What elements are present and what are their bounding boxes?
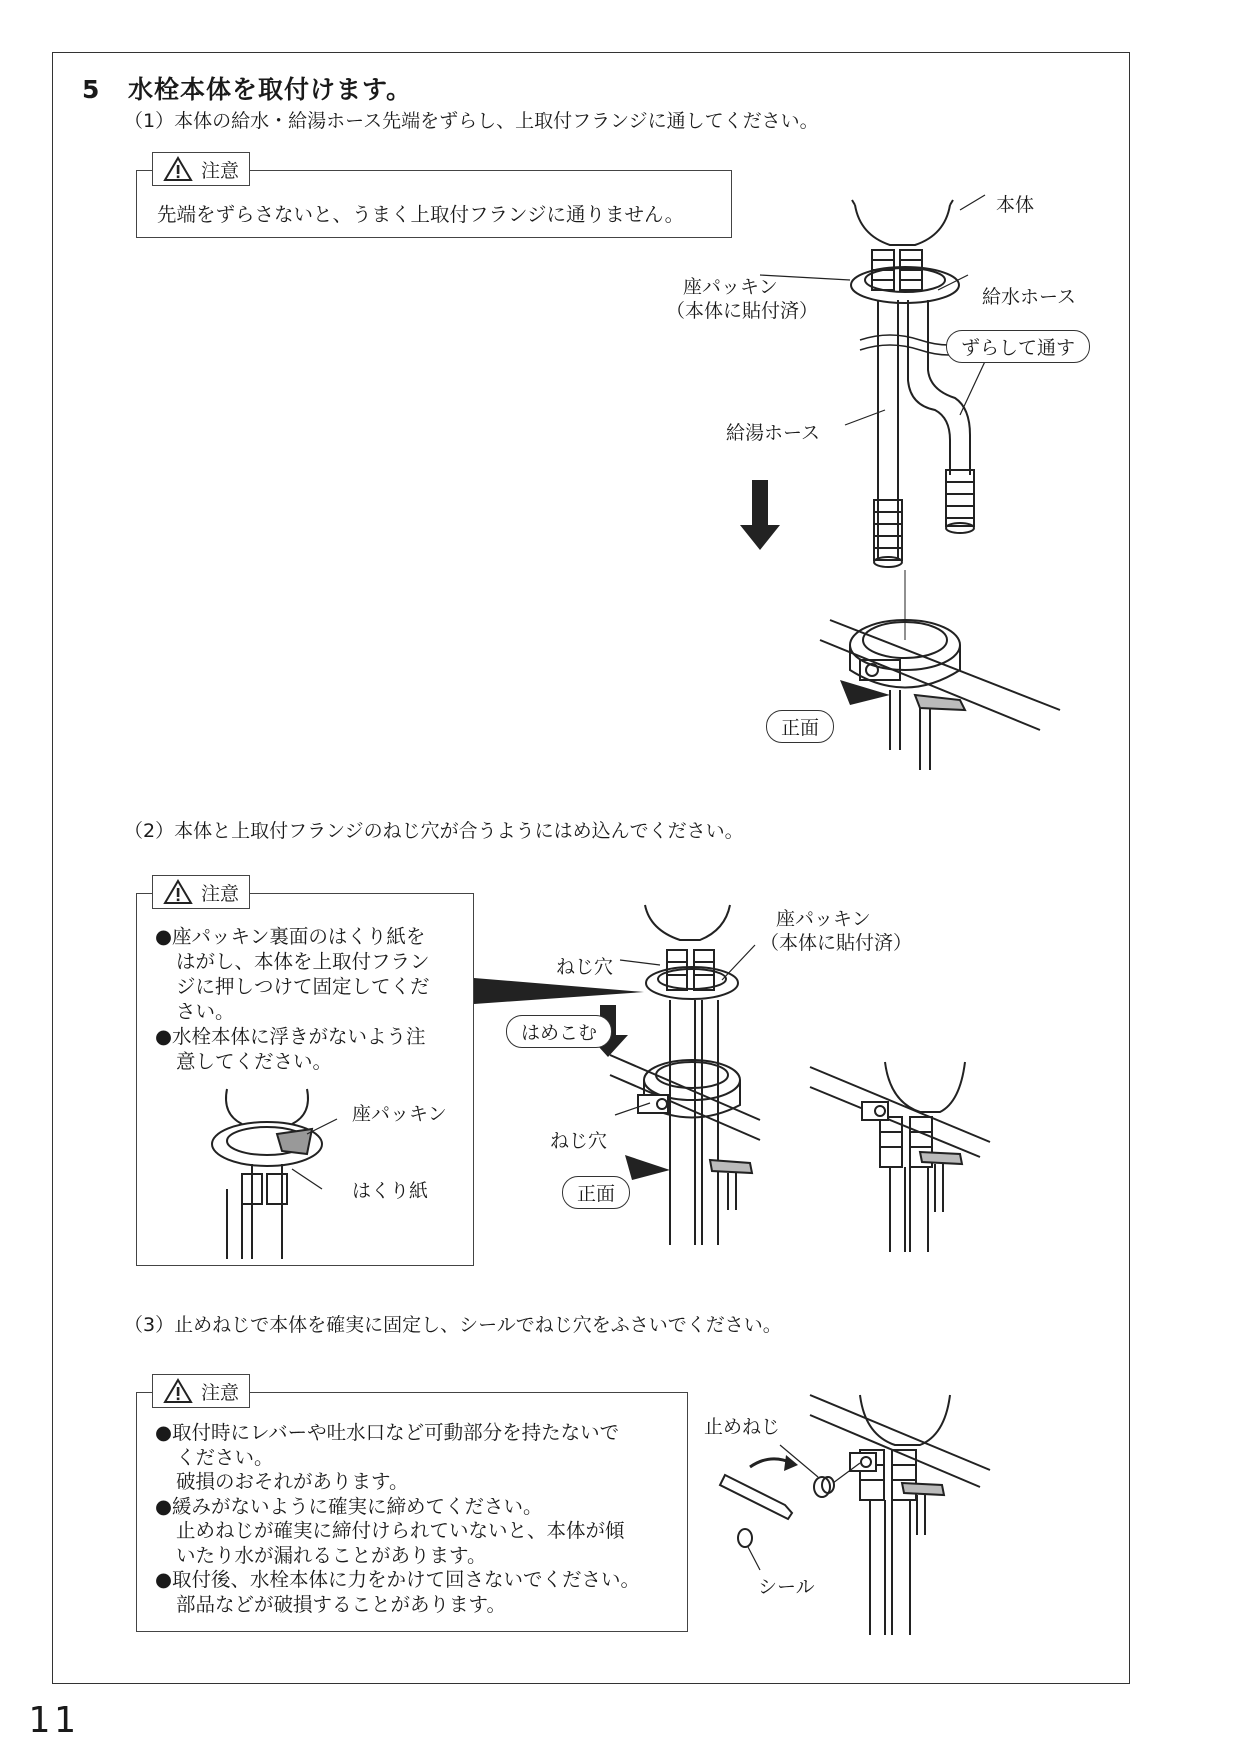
label-screw-hole-bottom: ねじ穴 bbox=[550, 1130, 608, 1152]
caution-line: ●座パッキン裏面のはくり紙を bbox=[155, 925, 426, 948]
caution-label: 注意 bbox=[201, 1381, 240, 1404]
step1-caution-text: 先端をずらさないと、うまく上取付フランジに通りません。 bbox=[157, 203, 685, 226]
caution-line: ●取付時にレバーや吐水口など可動部分を持たないで bbox=[155, 1421, 620, 1444]
step1-text: （1）本体の給水・給湯ホース先端をずらし、上取付フランジに通してください。 bbox=[124, 110, 819, 132]
label-seat-packing-2: 座パッキン bbox=[776, 908, 871, 930]
step2-caution-text bbox=[155, 924, 430, 1074]
label-front-2: 正面 bbox=[562, 1176, 630, 1209]
caution-line: はがし、本体を上取付フラン bbox=[176, 950, 430, 973]
section-number: 5 bbox=[82, 75, 101, 104]
caution-line: さい。 bbox=[176, 1000, 235, 1023]
label-set-screw: 止めねじ bbox=[704, 1416, 781, 1438]
label-seat-packing-note: （本体に貼付済） bbox=[666, 300, 819, 322]
caution-line: ●取付後、水栓本体に力をかけて回さないでください。 bbox=[155, 1568, 641, 1591]
caution-line: 止めねじが確実に締付けられていないと、本体が傾 bbox=[176, 1519, 625, 1542]
label-fit-in: はめこむ bbox=[506, 1015, 612, 1048]
step2-text: （2）本体と上取付フランジのねじ穴が合うようにはめ込んでください。 bbox=[124, 820, 744, 842]
label-body: 本体 bbox=[996, 194, 1035, 216]
step2-caution-tag bbox=[152, 875, 250, 909]
step3-caution-tag bbox=[152, 1374, 250, 1408]
inset-label-release-paper: はくり紙 bbox=[352, 1180, 429, 1202]
caution-line: ください。 bbox=[176, 1445, 274, 1469]
caution-line: ●緩みがないように確実に締めてください。 bbox=[155, 1494, 543, 1518]
label-front: 正面 bbox=[766, 710, 834, 743]
caution-line: ジに押しつけて固定してくだ bbox=[176, 975, 430, 998]
step2-caution-box bbox=[136, 893, 474, 1266]
step1-illustration bbox=[760, 190, 1090, 770]
caution-line: ●水栓本体に浮きがないよう注 bbox=[155, 1025, 426, 1048]
step2-illustration-a bbox=[610, 905, 760, 1245]
inset-packing-illustration bbox=[197, 1089, 367, 1259]
step2-illustration-b bbox=[810, 1062, 990, 1252]
page-number: 11 bbox=[28, 1700, 80, 1741]
step1-caution-tag bbox=[152, 152, 250, 186]
label-hot-hose: 給湯ホース bbox=[726, 422, 821, 444]
caution-line: 部品などが破損することがあります。 bbox=[176, 1592, 506, 1616]
caution-line: いたり水が漏れることがあります。 bbox=[176, 1543, 487, 1567]
inset-label-seat-packing: 座パッキン bbox=[352, 1103, 447, 1125]
label-seal: シール bbox=[758, 1576, 815, 1598]
section-heading bbox=[82, 70, 412, 106]
label-screw-hole-top: ねじ穴 bbox=[556, 956, 614, 978]
label-supply-hose: 給水ホース bbox=[982, 286, 1077, 308]
warning-icon bbox=[163, 156, 193, 182]
caution-line: 意してください。 bbox=[176, 1050, 333, 1073]
label-shift-through: ずらして通す bbox=[946, 330, 1090, 363]
warning-icon bbox=[163, 1378, 193, 1404]
caution-label: 注意 bbox=[201, 159, 240, 182]
caution-label: 注意 bbox=[201, 882, 240, 905]
label-seat-packing: 座パッキン bbox=[683, 276, 778, 298]
warning-icon bbox=[163, 879, 193, 905]
step3-text: （3）止めねじで本体を確実に固定し、シールでねじ穴をふさいでください。 bbox=[124, 1314, 782, 1336]
label-seat-packing-note-2: （本体に貼付済） bbox=[760, 932, 913, 954]
step3-caution-text bbox=[155, 1421, 640, 1617]
caution-line: 破損のおそれがあります。 bbox=[176, 1470, 409, 1493]
section-title: 水栓本体を取付けます。 bbox=[128, 75, 413, 104]
step3-caution-box bbox=[136, 1392, 688, 1632]
